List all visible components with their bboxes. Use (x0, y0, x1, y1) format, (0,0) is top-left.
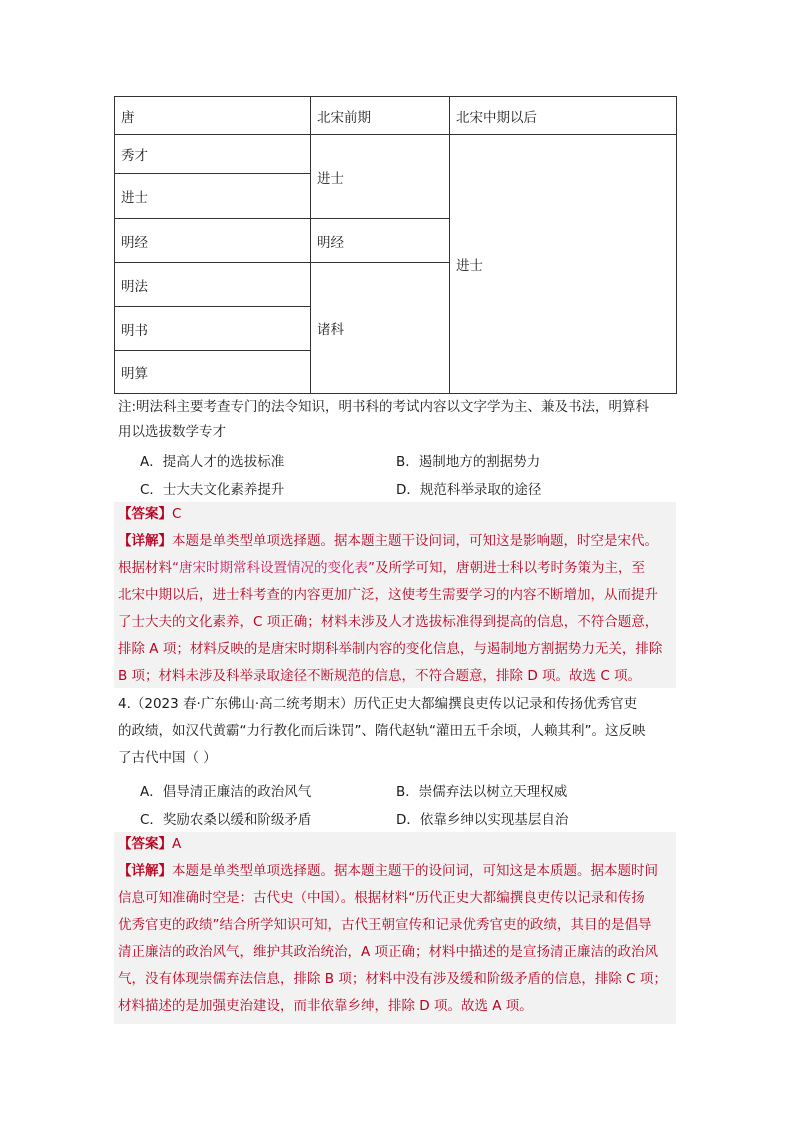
exam-subjects-table (114, 96, 677, 394)
table-cell: 明经 (121, 234, 148, 251)
q3-option-b: B．遏制地方的割据势力 (396, 454, 541, 470)
q4-option-b: B．崇儒弃法以树立天理权威 (396, 784, 568, 800)
q3-option-c: C．士大夫文化素养提升 (140, 482, 285, 498)
table-cell: 秀才 (121, 148, 148, 164)
q4-detail-line: 材料描述的是加强吏治建设，而非依靠乡绅，排除 D 项。故选 A 项。 (118, 998, 533, 1014)
q4-option-a: A．倡导清正廉洁的政治风气 (140, 784, 312, 800)
q4-detail-line: 清正廉洁的政治风气，维护其政治统治，A 项正确；材料中描述的是宣扬清正廉洁的政治风 (118, 944, 659, 960)
q4-detail-line: 【详解】本题是单类型单项选择题。据本题主题干的设问词，可知这是本质题。据本题时间 (118, 863, 658, 879)
q4-option-d: D．依靠乡绅以实现基层自治 (396, 812, 569, 828)
q3-answer (118, 504, 181, 524)
answer-value: C (172, 506, 182, 522)
q4-detail-line: 气，没有体现崇儒弃法信息，排除 B 项；材料中没有涉及缓和阶级矛盾的信息，排除 C 项； (118, 971, 667, 987)
q3-option-d: D．规范科举录取的途径 (396, 482, 542, 498)
q4-stem-line: 4.（2023 春·广东佛山·高二统考期末）历代正史大都编撰良吏传以记录和传扬优秀官吏 (118, 696, 638, 712)
q4-stem-line: 了古代中国（ ） (118, 750, 217, 766)
q4-option-c: C．奖励农桑以缓和阶级矛盾 (140, 812, 312, 828)
answer-label: 【答案】 (118, 506, 172, 522)
answer-value: A (172, 836, 182, 852)
table-header-tang: 唐 (121, 109, 135, 126)
q3-detail-line: 排除 A 项；材料反映的是唐宋时期科举制内容的变化信息，与遏制地方割据势力无关，排除 (118, 641, 663, 657)
q3-option-a: A．提高人才的选拔标准 (140, 454, 285, 470)
detail-label: 【详解】 (118, 863, 172, 879)
table-note-line: 用以选拔数学专才 (118, 424, 226, 440)
answer-label: 【答案】 (118, 836, 172, 852)
table-header-early-song: 北宋前期 (317, 109, 371, 126)
q4-detail-line: 信息可知准确时空是：古代史（中国）。根据材料“历代正史大都编撰良吏传以记录和传扬 (118, 890, 645, 906)
table-cell: 进士 (317, 170, 344, 187)
q3-detail-line: 北宋中期以后，进士科考查的内容更加广泛，这使考生需要学习的内容不断增加，从而提升 (118, 587, 658, 603)
q3-detail-line: B 项；材料未涉及科举录取途径不断规范的信息，不符合题意，排除 D 项。故选 C 项。 (118, 668, 642, 684)
q3-detail-line: 根据材料“唐宋时期常科设置情况的变化表”及所学可知，唐朝进士科以考时务策为主，至 (118, 560, 645, 576)
table-cell: 明法 (121, 278, 148, 295)
q3-detail-line: 【详解】本题是单类型单项选择题。据本题主题干设问词，可知这是影响题，时空是宋代。 (118, 533, 658, 549)
table-cell: 进士 (456, 258, 483, 274)
table-cell: 明算 (121, 366, 148, 382)
detail-label: 【详解】 (118, 533, 172, 549)
q3-detail-line: 了士大夫的文化素养，C 项正确；材料未涉及人才选拔标准得到提高的信息，不符合题意， (118, 614, 659, 630)
table-note-line: 注:明法科主要考查专门的法令知识，明书科的考试内容以文字学为主、兼及书法，明算科 (118, 399, 650, 415)
q4-detail-line: 优秀官吏的政绩”结合所学知识可知，古代王朝宣传和记录优秀官吏的政绩，其目的是倡导 (118, 917, 652, 933)
table-cell: 明经 (317, 234, 344, 251)
q4-answer (118, 834, 181, 854)
table-cell: 进士 (121, 190, 148, 206)
table-cell: 明书 (121, 322, 148, 339)
table-header-mid-song: 北宋中期以后 (456, 109, 537, 126)
table-cell: 诸科 (317, 322, 344, 338)
material-title: “唐宋时期常科设置情况的变化表” (172, 560, 375, 576)
q4-stem-line: 的政绩，如汉代黄霸“力行教化而后诛罚”、隋代赵轨“灌田五千余顷，人赖其利”。这反映 (118, 723, 646, 739)
